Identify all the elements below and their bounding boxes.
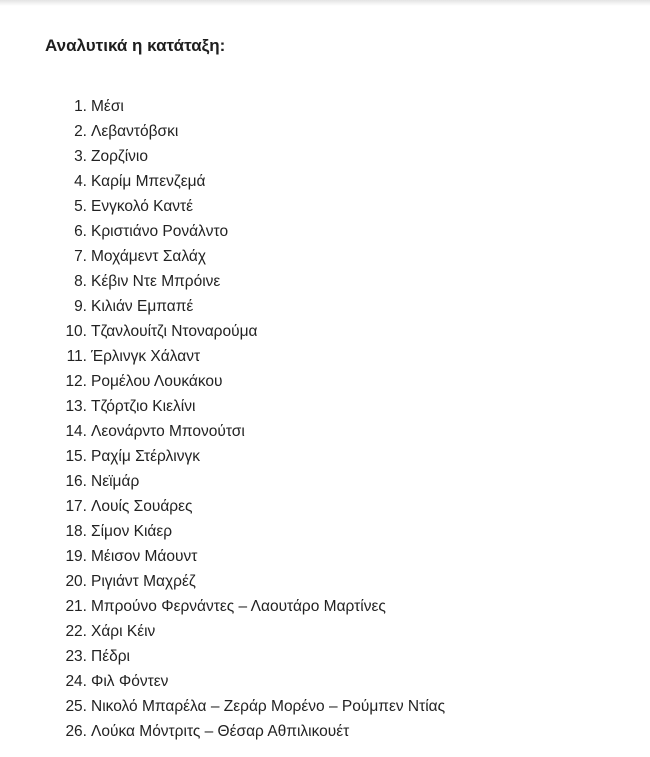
rank-number: 9. — [74, 298, 87, 315]
player-name: Ρομέλου Λουκάκου — [91, 373, 223, 390]
player-name: Ενγκολό Καντέ — [91, 198, 194, 215]
list-item — [0, 119, 445, 144]
list-item — [0, 169, 445, 194]
list-item — [0, 619, 445, 644]
player-name: Λούκα Μόντριτς – Θέσαρ Αθπιλικουέτ — [91, 723, 350, 740]
list-item — [0, 344, 445, 369]
player-name: Σίμον Κιάερ — [91, 523, 173, 540]
rank-number: 7. — [74, 248, 87, 265]
rank-number: 24. — [65, 673, 87, 690]
player-name: Μέσι — [91, 98, 124, 115]
rank-number: 15. — [65, 448, 87, 465]
rank-number: 13. — [65, 398, 87, 415]
top-edge-shadow — [0, 0, 650, 6]
player-name: Νεϊμάρ — [91, 473, 140, 490]
list-item — [0, 319, 445, 344]
list-item — [0, 444, 445, 469]
list-item — [0, 644, 445, 669]
rank-number: 1. — [74, 98, 87, 115]
player-name: Λεονάρντο Μπονούτσι — [91, 423, 245, 440]
player-name: Ραχίμ Στέρλινγκ — [91, 448, 200, 465]
player-name: Έρλινγκ Χάλαντ — [91, 348, 201, 365]
rank-number: 3. — [74, 148, 87, 165]
list-item — [0, 594, 445, 619]
list-item — [0, 519, 445, 544]
list-item — [0, 419, 445, 444]
player-name: Φιλ Φόντεν — [91, 673, 169, 690]
rank-number: 11. — [66, 348, 87, 365]
ranking-list — [0, 94, 445, 744]
player-name: Μέισον Μάουντ — [91, 548, 198, 565]
player-name: Τζανλουίτζι Ντοναρούμα — [91, 323, 258, 340]
list-item — [0, 469, 445, 494]
player-name: Κιλιάν Εμπαπέ — [91, 298, 194, 315]
rank-number: 22. — [65, 623, 87, 640]
rank-number: 18. — [65, 523, 87, 540]
section-heading: Αναλυτικά η κατάταξη: — [45, 36, 226, 55]
rank-number: 12. — [65, 373, 87, 390]
player-name: Νικολό Μπαρέλα – Ζεράρ Μορένο – Ρούμπεν Ντίας — [91, 698, 446, 715]
list-item — [0, 194, 445, 219]
list-item — [0, 494, 445, 519]
player-name: Καρίμ Μπενζεμά — [91, 173, 206, 190]
rank-number: 2. — [74, 123, 87, 140]
list-item — [0, 294, 445, 319]
list-item — [0, 394, 445, 419]
player-name: Μπρούνο Φερνάντες – Λαουτάρο Μαρτίνες — [91, 598, 386, 615]
player-name: Λουίς Σουάρες — [91, 498, 193, 515]
rank-number: 26. — [65, 723, 87, 740]
list-item — [0, 94, 445, 119]
rank-number: 17. — [65, 498, 87, 515]
rank-number: 19. — [65, 548, 87, 565]
list-item — [0, 694, 445, 719]
list-item — [0, 219, 445, 244]
list-item — [0, 269, 445, 294]
rank-number: 21. — [65, 598, 87, 615]
rank-number: 25. — [65, 698, 87, 715]
rank-number: 8. — [74, 273, 87, 290]
player-name: Ζορζίνιο — [91, 148, 148, 165]
player-name: Χάρι Κέιν — [91, 623, 156, 640]
rank-number: 10. — [65, 323, 87, 340]
list-item — [0, 569, 445, 594]
player-name: Ριγιάντ Μαχρέζ — [91, 573, 196, 590]
rank-number: 4. — [74, 173, 87, 190]
rank-number: 6. — [74, 223, 87, 240]
list-item — [0, 244, 445, 269]
rank-number: 20. — [65, 573, 87, 590]
rank-number: 14. — [65, 423, 87, 440]
player-name: Κριστιάνο Ρονάλντο — [91, 223, 229, 240]
list-item — [0, 144, 445, 169]
list-item — [0, 369, 445, 394]
rank-number: 23. — [65, 648, 87, 665]
player-name: Τζόρτζιο Κιελίνι — [91, 398, 196, 415]
rank-number: 5. — [74, 198, 87, 215]
player-name: Μοχάμεντ Σαλάχ — [91, 248, 206, 265]
list-item — [0, 669, 445, 694]
rank-number: 16. — [65, 473, 87, 490]
list-item — [0, 719, 445, 744]
player-name: Πέδρι — [91, 648, 130, 665]
player-name: Κέβιν Ντε Μπρόινε — [91, 273, 221, 290]
list-item — [0, 544, 445, 569]
player-name: Λεβαντόβσκι — [91, 123, 179, 140]
